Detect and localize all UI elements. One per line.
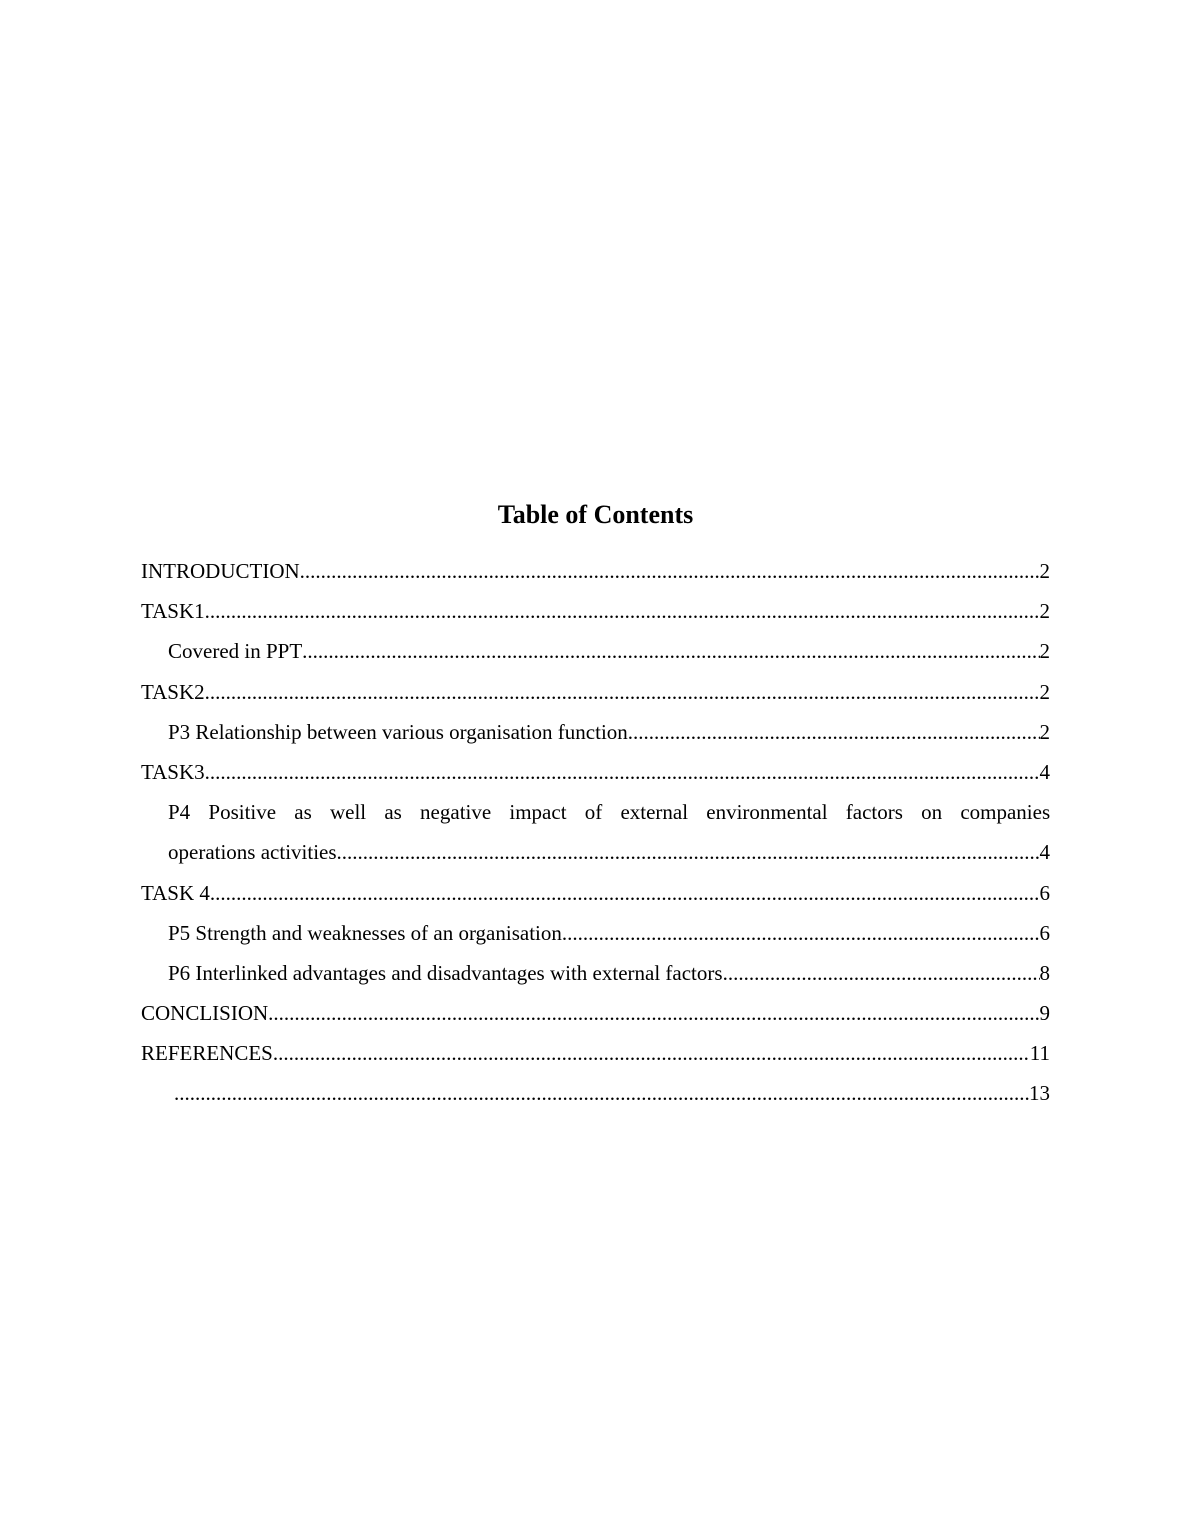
- toc-entry-introduction[interactable]: [141, 551, 1050, 591]
- toc-entry-p4[interactable]: [141, 792, 1050, 872]
- toc-word: external: [620, 800, 689, 825]
- dot-leader: [273, 1033, 1030, 1073]
- table-of-contents: [141, 495, 1050, 1114]
- toc-word: on: [921, 800, 943, 825]
- toc-entry-page: 2: [1039, 599, 1050, 624]
- toc-entry-label: TASK2: [141, 679, 205, 704]
- toc-entry-label-continuation: operations activities: [168, 840, 337, 865]
- toc-entry-label: CONCLISION: [141, 1001, 269, 1026]
- toc-entry-page: 8: [1039, 960, 1050, 985]
- toc-entry-conclusion[interactable]: [141, 993, 1050, 1033]
- toc-word: environmental: [706, 800, 828, 825]
- dot-leader: [174, 1073, 1029, 1113]
- toc-title: Table of Contents: [497, 500, 694, 529]
- toc-word: as: [294, 800, 312, 825]
- toc-entry-p5[interactable]: [141, 913, 1050, 953]
- dot-leader: [205, 672, 1040, 712]
- dot-leader: [562, 913, 1040, 953]
- toc-entry-label-line2: [168, 832, 1050, 872]
- toc-entry-task4[interactable]: [141, 873, 1050, 913]
- toc-entry-page: 2: [1039, 719, 1050, 744]
- toc-word: companies: [960, 800, 1050, 825]
- toc-entry-task3[interactable]: [141, 752, 1050, 792]
- toc-word: negative: [420, 800, 492, 825]
- toc-word: P4: [168, 800, 191, 825]
- dot-leader: [302, 631, 1039, 671]
- toc-entry-label: INTRODUCTION: [141, 559, 300, 583]
- toc-entry-label: REFERENCES: [141, 1041, 273, 1066]
- toc-entry-task1[interactable]: [141, 591, 1050, 631]
- dot-leader: [205, 752, 1040, 792]
- dot-leader: [300, 551, 1040, 591]
- toc-entry-label: P6 Interlinked advantages and disadvantages with external factors: [168, 960, 723, 985]
- toc-entry-label: Covered in PPT: [168, 639, 303, 664]
- toc-entry-label-line1: [168, 792, 1050, 832]
- toc-word: Positive: [208, 800, 277, 825]
- toc-entry-covered-in-ppt[interactable]: [141, 631, 1050, 671]
- toc-entry-p6[interactable]: [141, 953, 1050, 993]
- toc-entry-page: 9: [1039, 1001, 1050, 1026]
- toc-entry-p3[interactable]: [141, 712, 1050, 752]
- toc-entry-label: TASK3: [141, 759, 205, 784]
- toc-entry-page: 4: [1039, 840, 1050, 865]
- toc-word: as: [384, 800, 402, 825]
- toc-entry-page: 2: [1039, 679, 1050, 704]
- toc-entry-page: 4: [1039, 759, 1050, 784]
- toc-entry-page: 2: [1039, 639, 1050, 664]
- toc-entry-page: 11: [1029, 1041, 1050, 1066]
- toc-word: factors: [845, 800, 903, 825]
- dot-leader: [205, 591, 1040, 631]
- toc-entry-page: 2: [1039, 559, 1050, 583]
- toc-entry-page: 13: [1029, 1081, 1050, 1106]
- dot-leader: [268, 993, 1039, 1033]
- toc-entry-label: P3 Relationship between various organisation function: [168, 719, 628, 744]
- dot-leader: [210, 873, 1040, 913]
- toc-word: of: [584, 800, 603, 825]
- toc-entry-references[interactable]: [141, 1033, 1050, 1073]
- toc-entry-page: 6: [1039, 920, 1050, 945]
- dot-leader: [723, 953, 1040, 993]
- toc-entry-untitled[interactable]: [141, 1073, 1050, 1113]
- dot-leader: [337, 832, 1040, 872]
- toc-entry-label: TASK1: [141, 599, 205, 624]
- dot-leader: [628, 712, 1040, 752]
- toc-word: well: [329, 800, 367, 825]
- toc-entry-page: 6: [1039, 880, 1050, 905]
- toc-entry-label: TASK 4: [141, 880, 210, 905]
- toc-entry-task2[interactable]: [141, 672, 1050, 712]
- toc-entry-label: P5 Strength and weaknesses of an organisation: [168, 920, 562, 945]
- toc-word: impact: [509, 800, 567, 825]
